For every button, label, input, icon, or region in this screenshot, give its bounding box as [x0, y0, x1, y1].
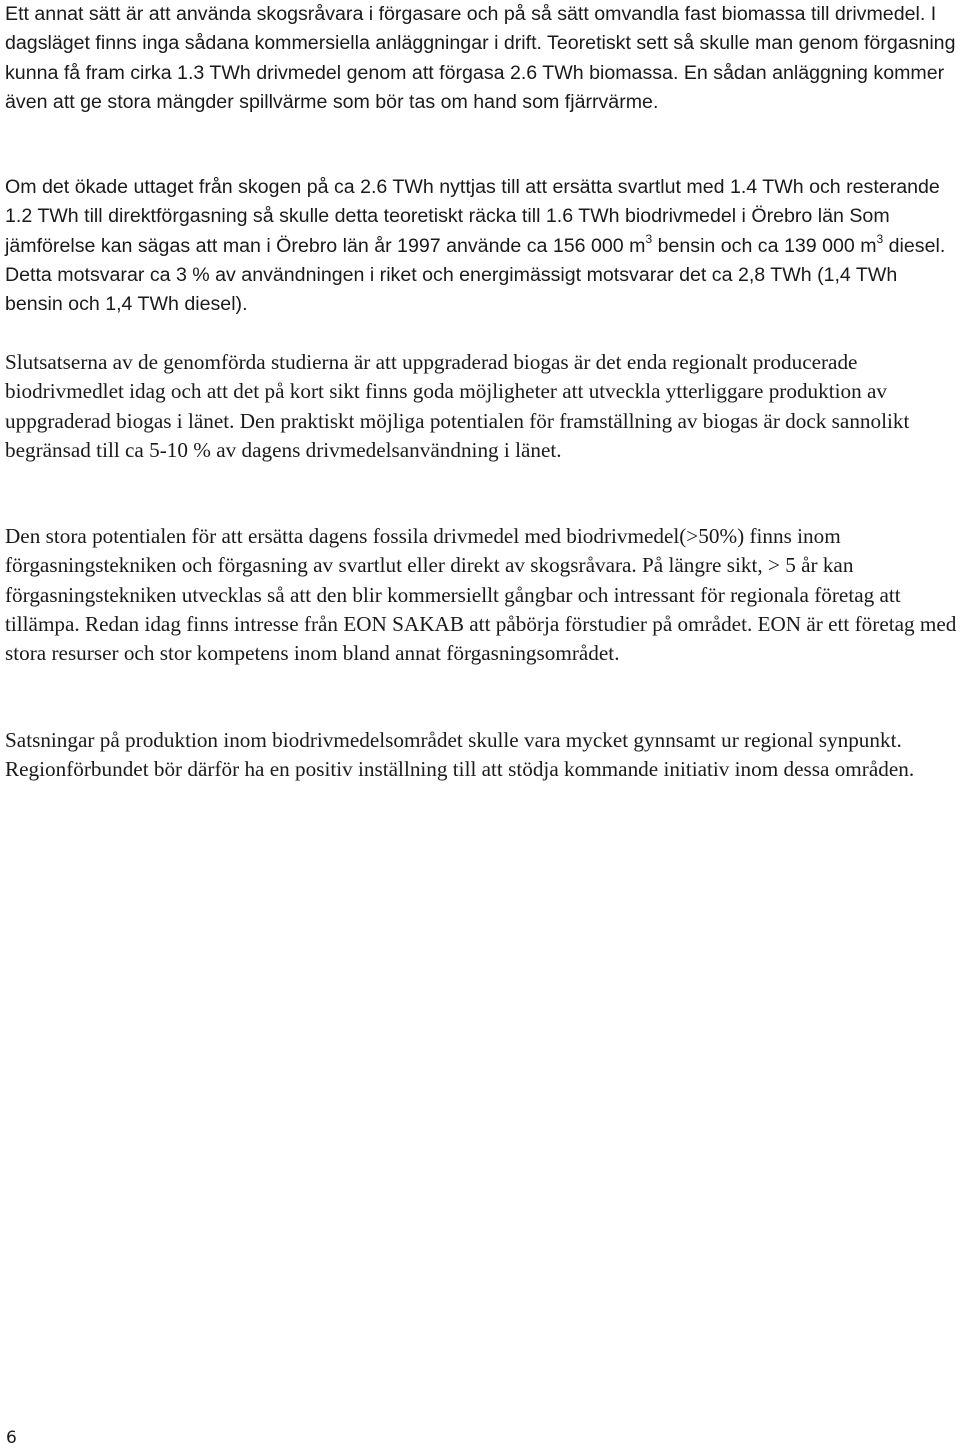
superscript-cubic: 3 [645, 231, 653, 246]
paragraph-satsningar: Satsningar på produktion inom biodrivmedelsområdet skulle vara mycket gynnsamt ur regional synpunkt. Regionförbundet bör därför ha en positiv inställning till att stödja kommande initiativ inom dessa områden. [5, 728, 915, 782]
paragraph-text-part: bensin och ca 139 000 m [652, 234, 877, 257]
paragraph-forgasning-intro: Ett annat sätt är att använda skogsråvara i förgasare och på så sätt omvandla fast biomassa till drivmedel. I dagsläget finns inga sådana kommersiella anläggningar i drift. Teoretiskt sett så skulle man genom förgasning kunna få fram cirka 1.3 TWh drivmedel genom att förgasa 2.6 TWh biomassa. En sådan anläggning kommer även att ge stora mängder spillvärme som bör tas om hand som fjärrvärme. [5, 3, 956, 113]
paragraph-slutsatser-biogas: Slutsatserna av de genomförda studierna är att uppgraderad biogas är det enda regionalt producerade biodrivmedlet idag och att det på kort sikt finns goda möjligheter att utveckla ytterliggare produktion av uppgraderad biogas i länet. Den praktiskt möjliga potentialen för framställning av biogas är dock sannolikt begränsad till ca 5-10 % av dagens drivmedelsanvändning i länet. [5, 350, 910, 462]
superscript-cubic: 3 [876, 231, 884, 246]
paragraph-skogsuttag-jamforelse [5, 173, 957, 319]
paragraph-text-part: diesel. Detta motsvarar ca 3 % av användningen i riket och energimässigt motsvarar det ca 2,8 TWh (1,4 TWh bensin och 1,4 TWh diesel). [5, 234, 946, 316]
paragraph-text-part: Om det ökade uttaget från skogen på ca 2.6 TWh nyttjas till att ersätta svartlut med 1.4 TWh och resterande 1.2 TWh till direktförgasning så skulle detta teoretiskt räcka till 1.6 TWh biodrivmedel i Örebro län Som jämförelse kan sägas att man i Örebro län år 1997 använde ca 156 000 m [5, 176, 940, 257]
paragraph-forgasningspotential: Den stora potentialen för att ersätta dagens fossila drivmedel med biodrivmedel(>50%) finns inom förgasningstekniken och förgasning av svartlut eller direkt av skogsråvara. På längre sikt, > 5 år kan förgasningstekniken utvecklas så att den blir kommersiellt gångbar och intressant för regionala företag att tillämpa. Redan idag finns intresse från EON SAKAB att påbörja förstudier på området. EON är ett företag med stora resurser och stor kompetens inom bland annat förgasningsområdet. [5, 524, 957, 666]
page-number: 6 [6, 1428, 17, 1448]
